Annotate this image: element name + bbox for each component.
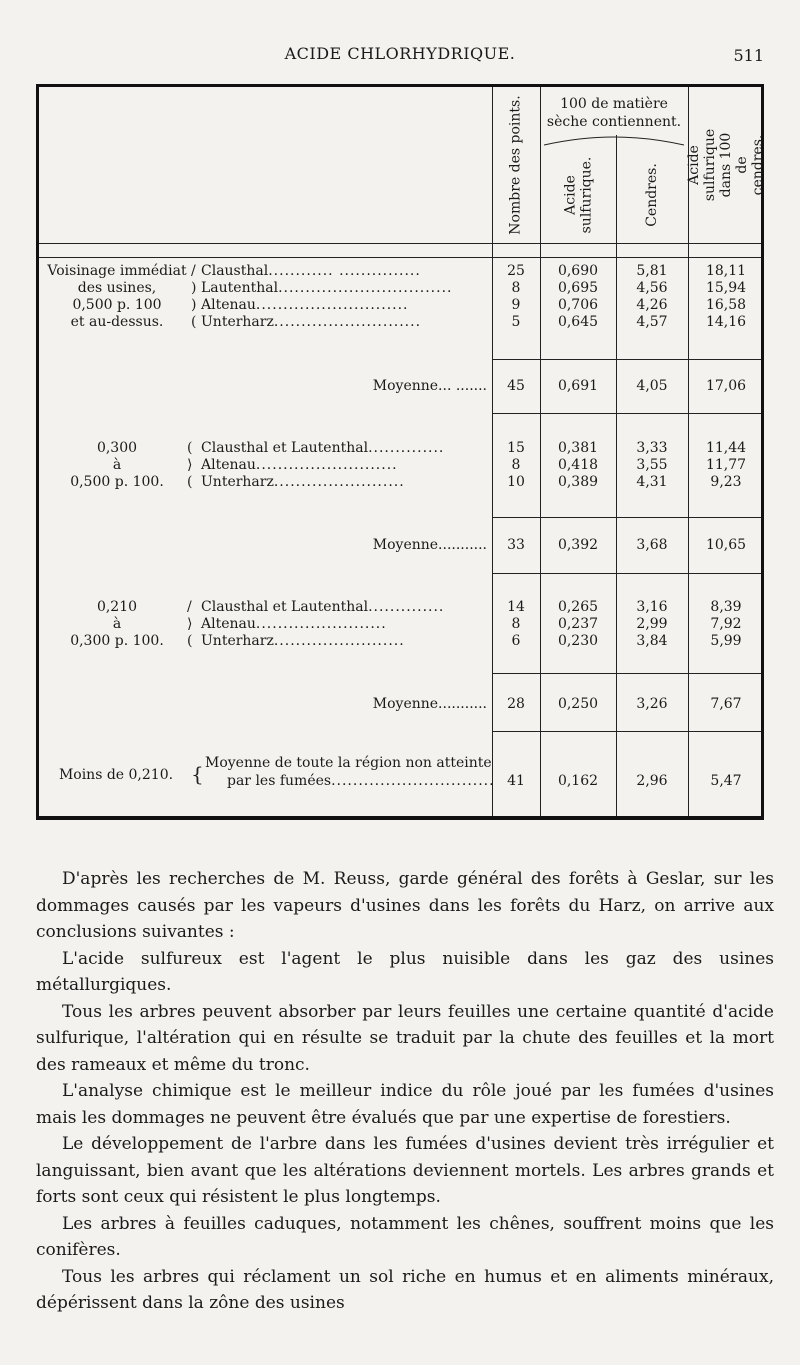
header-rule [39,243,761,244]
brace: / ) ) ( [191,263,197,330]
group-label: 0,300 à 0,500 p. 100. [70,440,164,490]
group-label: Moins de 0,210. [58,767,174,783]
group-label: 0,210 à 0,300 p. 100. [70,599,164,649]
header-acid: Acide sulfurique. [562,156,594,234]
row-rule [492,731,761,732]
paragraph: L'analyse chimique est le meilleur indice du rôle joué par les fumées d'usines mais les dommages ne peuvent être évalués que par une expertise de forestiers. [36,1081,774,1128]
header-group: 100 de matière sèche contiennent. [546,96,682,130]
data-table: Nombre des points. 100 de matière sèche contiennent. Acide sulfurique. Cendres. Acide sulfurique dans 100 de cendres. Voisinage immédiat des usines, 0,500 p. 100 et au-dessus. / ) ) ( Clausthal............ ............... 25 0,690 5,81 18,11 Lautenthal................................ 8 0,695 4,56 15,94 Altenau............................ 9 0,706 4,26 16,58 Unterharz........................... 5 0,645 4,57 14,16 Moyenne... ....... 45 0,691 4,05 17,06 0,300 à 0,500 p. 100. ( ⟩ ( Clausthal et Lautenthal.............. 15 0,381 3,33 11,44 Altenau.......................... 8 0,418 3,55 11,77 Unterharz........................ 10 0,389 4,31 9,23 Moyenne........... 33 0,392 3,68 10,65 0,210 à 0,300 p. 100. / ⟩ ( Clausthal et Lautenthal.............. 14 0,265 3,16 8,39 Altenau........................ 8 0,237 2,99 7,92 Unterharz........................ 6 0,230 3,84 5,99 Moyenne........... 28 0,250 3,26 7,67 Moins de 0,210. { Moyenne de toute la région non atteinte par les fumées.............................. 41 0,162 2,96 5,47 [36,84,764,820]
header-rule [39,257,761,258]
row-rule [492,359,761,360]
paragraph: Tous les arbres peuvent absorber par leurs feuilles une certaine quantité d'acide sulfurique, l'altération qui en résulte se traduit par la chute des feuilles et la mort des rameaux et même du tronc. [36,1001,774,1075]
brace: / ⟩ ( [187,599,193,649]
paragraph: Les arbres à feuilles caduques, notamment les chênes, souffrent moins que les conifères. [36,1213,774,1260]
paragraph: D'après les recherches de M. Reuss, garde général des forêts à Geslar, sur les dommages causés par les vapeurs d'usines dans les forêts du Harz, on arrive aux conclusions suivantes : [36,869,774,942]
page-header [0,40,800,70]
row-rule [492,413,761,414]
header-acid-in-ash: Acide sulfurique dans 100 de cendres. [686,128,766,202]
header-points: Nombre des points. [508,95,524,235]
paragraph: Le développement de l'arbre dans les fumées d'usines devient très irrégulier et languissant, bien avant que les altérations deviennent mortels. Les arbres grands et forts sont ceux qui résistent le plus longtemps. [36,1134,774,1207]
body-text [36,866,774,1317]
row-rule [492,673,761,674]
brace: ( ⟩ ( [187,440,193,490]
group-label: Voisinage immédiat des usines, 0,500 p. 100 et au-dessus. [47,263,187,330]
paragraph: Tous les arbres qui réclament un sol riche en humus et en aliments minéraux, dépérissent dans la zône des usines [36,1266,774,1313]
row-rule [492,517,761,518]
running-title: ACIDE CHLORHYDRIQUE. [284,44,516,63]
brace: { [191,762,204,786]
header-ash: Cendres. [644,163,660,227]
page-number: 511 [733,46,764,65]
row-rule [492,573,761,574]
paragraph: L'acide sulfureux est l'agent le plus nuisible dans les gaz des usines métallurgiques. [36,948,774,995]
